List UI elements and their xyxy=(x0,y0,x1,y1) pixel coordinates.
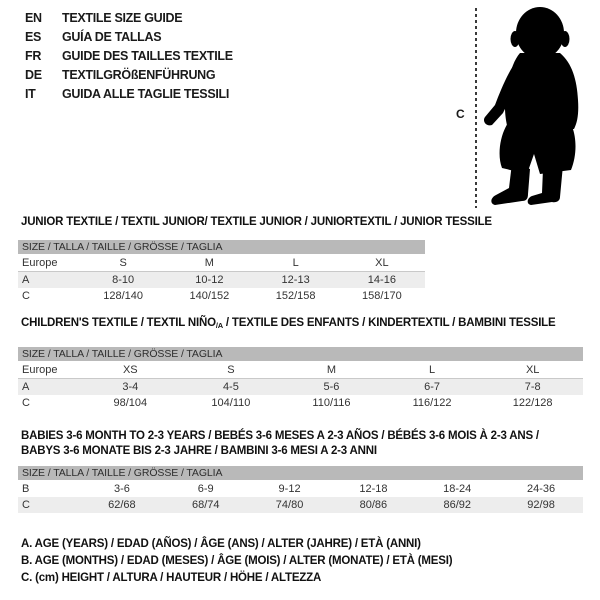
size-bar: SIZE / TALLA / TAILLE / GRÖSSE / TAGLIA xyxy=(18,347,583,361)
height-measure-label: C xyxy=(456,107,465,121)
table-cell: 6-9 xyxy=(197,483,214,495)
language-title-list xyxy=(25,8,233,103)
list-item xyxy=(25,8,233,27)
row-label: C xyxy=(22,397,30,409)
table-cell: 80/86 xyxy=(359,499,388,511)
table-cell: XS xyxy=(122,364,138,376)
heading-text: CHILDREN'S TEXTILE / TEXTIL NIÑO xyxy=(21,317,216,329)
table-cell: 74/80 xyxy=(275,499,304,511)
guide-title: GUIDA ALLE TAGLIE TESSILI xyxy=(62,86,230,101)
row-label: Europe xyxy=(22,257,58,269)
table-row xyxy=(18,395,583,411)
guide-title: TEXTILE SIZE GUIDE xyxy=(62,10,183,25)
table-cell: 110/116 xyxy=(312,397,351,409)
table-cell: 3-6 xyxy=(113,483,130,495)
table-cell: M xyxy=(326,364,337,376)
table-cell: S xyxy=(119,257,127,269)
table-row xyxy=(18,379,583,395)
table-cell: 116/122 xyxy=(412,397,452,409)
table-cell: 92/98 xyxy=(527,499,555,511)
table-cell: XL xyxy=(525,364,540,376)
table-cell: 14-16 xyxy=(367,274,396,286)
list-item xyxy=(25,46,233,65)
table-cell: 9-12 xyxy=(278,483,301,495)
toddler-silhouette-icon xyxy=(482,5,594,210)
size-bar: SIZE / TALLA / TAILLE / GRÖSSE / TAGLIA xyxy=(18,466,583,480)
table-cell: 8-10 xyxy=(112,274,135,286)
table-cell: XL xyxy=(375,257,389,269)
table-cell: 158/170 xyxy=(361,290,402,302)
table-row xyxy=(18,481,583,497)
list-item xyxy=(25,84,233,103)
table-cell: L xyxy=(429,364,436,376)
table-row xyxy=(18,255,425,272)
table-cell: 104/110 xyxy=(211,397,251,409)
table-cell: 6-7 xyxy=(424,381,441,393)
table-cell: 7-8 xyxy=(524,381,541,393)
section-heading-children xyxy=(21,317,555,330)
babies-size-table xyxy=(18,466,583,513)
table-cell: S xyxy=(227,364,235,376)
row-label: Europe xyxy=(22,364,58,376)
table-cell: 18-24 xyxy=(443,483,472,495)
guide-title: TEXTILGRÖßENFÜHRUNG xyxy=(62,67,216,82)
size-bar: SIZE / TALLA / TAILLE / GRÖSSE / TAGLIA xyxy=(18,240,425,254)
language-code: DE xyxy=(25,67,42,82)
section-heading-babies xyxy=(21,429,539,459)
guide-title: GUÍA DE TALLAS xyxy=(62,29,162,44)
table-row xyxy=(18,362,583,379)
list-item xyxy=(25,27,233,46)
table-cell: 10-12 xyxy=(195,274,224,286)
heading-line: BABYS 3-6 MONATE BIS 2-3 JAHRE / BAMBINI 3-6 MESI A 2-3 ANNI xyxy=(21,445,377,457)
table-row xyxy=(18,288,425,304)
table-cell: 86/92 xyxy=(443,499,471,511)
height-dashed-line xyxy=(475,8,477,208)
children-size-table xyxy=(18,347,583,411)
language-code: FR xyxy=(25,48,42,63)
heading-subscript: /A xyxy=(215,321,223,330)
heading-line: BABIES 3-6 MONTH TO 2-3 YEARS / BEBÉS 3-6 MESES A 2-3 AÑOS / BÉBÉS 3-6 MOIS À 2-3 ANS / xyxy=(21,430,539,442)
list-item xyxy=(25,65,233,84)
row-label: A xyxy=(22,381,30,393)
table-cell: M xyxy=(204,257,214,269)
table-cell: 24-36 xyxy=(526,483,556,495)
table-cell: 12-18 xyxy=(359,483,388,495)
row-label: B xyxy=(22,483,30,495)
row-label: A xyxy=(22,274,30,286)
legend-line-b: B. AGE (MONTHS) / EDAD (MESES) / ÂGE (MOIS) / ALTER (MONATE) / ETÀ (MESI) xyxy=(21,555,453,567)
junior-size-table xyxy=(18,240,425,304)
table-cell: 152/158 xyxy=(275,290,316,302)
table-cell: 68/74 xyxy=(191,499,220,511)
table-cell: 62/68 xyxy=(108,499,136,511)
legend xyxy=(21,536,452,587)
heading-text: / TEXTILE DES ENFANTS / KINDERTEXTIL / BAMBINI TESSILE xyxy=(222,317,556,329)
table-cell: 3-4 xyxy=(122,381,139,393)
table-cell: 4-5 xyxy=(222,381,239,393)
row-label: C xyxy=(22,499,30,511)
table-cell: 5-6 xyxy=(323,381,340,393)
table-cell: 122/128 xyxy=(512,397,553,409)
table-cell: 98/104 xyxy=(113,397,148,409)
legend-line-c: C. (cm) HEIGHT / ALTURA / HAUTEUR / HÖHE / ALTEZZA xyxy=(21,572,322,584)
table-cell: L xyxy=(292,257,299,269)
section-heading-junior: JUNIOR TEXTILE / TEXTIL JUNIOR/ TEXTILE JUNIOR / JUNIORTEXTIL / JUNIOR TESSILE xyxy=(21,216,492,228)
legend-line-a: A. AGE (YEARS) / EDAD (AÑOS) / ÂGE (ANS) / ALTER (JAHRE) / ETÀ (ANNI) xyxy=(21,538,421,550)
table-row xyxy=(18,497,583,513)
row-label: C xyxy=(22,290,30,302)
table-cell: 140/152 xyxy=(189,290,230,302)
table-row xyxy=(18,272,425,288)
language-code: EN xyxy=(25,10,42,25)
table-cell: 128/140 xyxy=(103,290,143,302)
language-code: ES xyxy=(25,29,42,44)
language-code: IT xyxy=(25,86,36,101)
table-cell: 12-13 xyxy=(281,274,310,286)
guide-title: GUIDE DES TAILLES TEXTILE xyxy=(62,48,233,63)
